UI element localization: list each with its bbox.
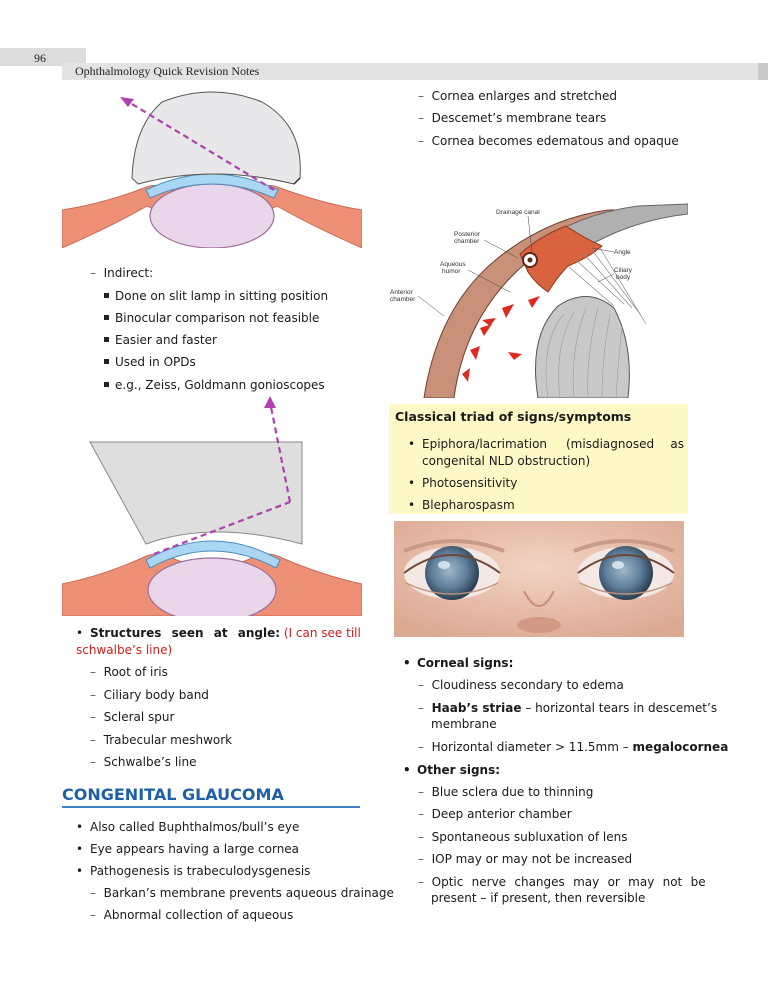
list-item: – Ciliary body band	[90, 688, 209, 702]
list-item: • Also called Buphthalmos/bull’s eye	[76, 820, 300, 834]
list-item: – Abnormal collection of aqueous	[90, 908, 294, 922]
svg-text:Angle: Angle	[614, 249, 631, 256]
buphthalmos-photo	[394, 521, 684, 637]
page-number: 96	[34, 51, 46, 65]
svg-text:body: body	[616, 274, 631, 281]
svg-text:chamber: chamber	[390, 296, 416, 303]
list-item: Easier and faster	[104, 332, 217, 348]
section-heading: CONGENITAL GLAUCOMA	[62, 785, 284, 804]
list-item: – Scleral spur	[90, 710, 175, 724]
aqueous-drainage-diagram	[388, 196, 688, 398]
indirect-label: – Indirect:	[90, 266, 154, 280]
structures-note-close: )	[167, 643, 173, 657]
svg-text:chamber: chamber	[454, 238, 480, 245]
list-item: – Barkan’s membrane prevents aqueous drainage	[90, 886, 394, 900]
list-item-cont: membrane	[431, 717, 497, 731]
svg-text:humor: humor	[442, 268, 461, 275]
structures-note-open: (	[283, 626, 289, 640]
list-item: – Blue sclera due to thinning	[418, 785, 594, 799]
indirect-gonioscopy-diagram	[62, 394, 362, 616]
list-item: e.g., Zeiss, Goldmann gonioscopes	[104, 377, 325, 393]
svg-text:Ciliary: Ciliary	[614, 267, 633, 274]
heading-rule	[62, 806, 360, 808]
structures-bullet: • Structures seen at angle: (I can see till schwalbe’s line)	[76, 626, 361, 657]
svg-text:Aqueous: Aqueous	[440, 261, 466, 268]
list-item: – Deep anterior chamber	[418, 807, 572, 821]
svg-text:Anterior: Anterior	[390, 289, 413, 296]
list-item: – Cornea becomes edematous and opaque	[418, 134, 679, 148]
svg-text:Posterior: Posterior	[454, 231, 481, 238]
list-item: Done on slit lamp in sitting position	[104, 288, 328, 304]
list-item: – Schwalbe’s line	[90, 755, 197, 769]
triad-item-2: • Photosensitivity	[408, 476, 518, 490]
list-item: Binocular comparison not feasible	[104, 310, 319, 326]
list-item: – Cornea enlarges and stretched	[418, 89, 618, 103]
direct-gonioscopy-diagram	[62, 86, 362, 248]
svg-text:Drainage canal: Drainage canal	[496, 209, 540, 216]
other-signs-label: • Other signs:	[403, 763, 501, 777]
list-item: – IOP may or may not be increased	[418, 852, 633, 866]
list-item-cont: present – if present, then reversible	[431, 891, 646, 905]
list-item: – Descemet’s membrane tears	[418, 111, 607, 125]
structures-note: I can see till schwalbe’s line	[76, 626, 361, 657]
corneal-signs-label: • Corneal signs:	[403, 656, 514, 670]
list-item: • Pathogenesis is trabeculodysgenesis	[76, 864, 311, 878]
list-item: – Optic nerve changes may or may not be	[418, 875, 706, 889]
triad-title: Classical triad of signs/symptoms	[395, 409, 632, 424]
triad-item-1-cont: congenital NLD obstruction)	[422, 454, 591, 468]
triad-item-3: • Blepharospasm	[408, 498, 515, 512]
list-item: – Horizontal diameter > 11.5mm – megalocornea	[418, 740, 729, 754]
header-tab	[758, 63, 768, 80]
list-item: • Eye appears having a large cornea	[76, 842, 300, 856]
list-item: – Spontaneous subluxation of lens	[418, 830, 628, 844]
triad-item-1: • Epiphora/lacrimation (misdiagnosed as	[408, 437, 684, 451]
list-item: – Trabecular meshwork	[90, 733, 233, 747]
list-item: – Cloudiness secondary to edema	[418, 678, 624, 692]
list-item: Used in OPDs	[104, 354, 196, 370]
list-item: – Root of iris	[90, 665, 168, 679]
running-title: Ophthalmology Quick Revision Notes	[75, 64, 260, 78]
list-item: – Haab’s striae – horizontal tears in descemet’s	[418, 701, 718, 715]
